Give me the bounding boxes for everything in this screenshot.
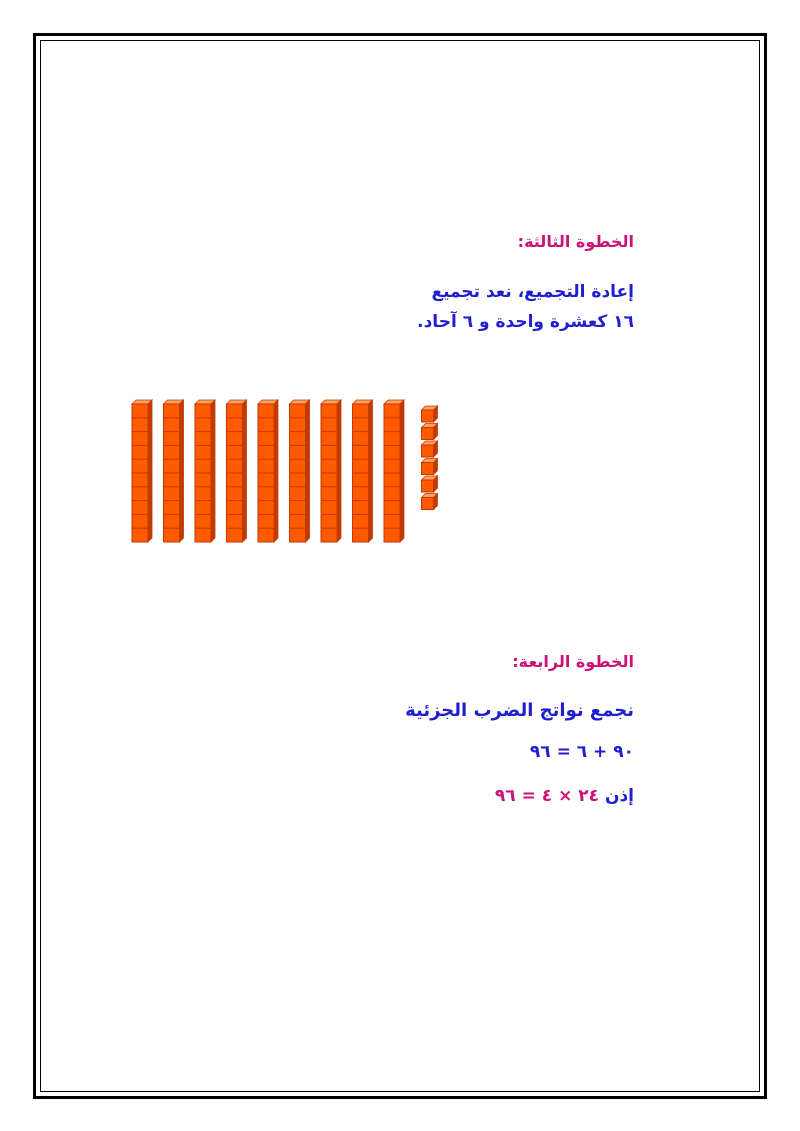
step4-heading: الخطوة الرابعة: — [512, 652, 634, 671]
ten-rod — [353, 400, 373, 542]
step3-line2: ١٦ كعشرة واحدة و ٦ آحاد. — [417, 312, 634, 332]
unit-cube — [422, 424, 438, 440]
conclusion-expression: ٢٤ × ٤ = ٩٦ — [494, 786, 600, 806]
step3-heading: الخطوة الثالثة: — [517, 232, 634, 251]
unit-cube — [422, 459, 438, 475]
step4-equation: ٩٠ + ٦ = ٩٦ — [529, 742, 634, 762]
ten-rod — [195, 400, 215, 542]
base-ten-blocks — [128, 398, 448, 548]
conclusion-word: إذن — [604, 786, 634, 806]
unit-cube — [422, 494, 438, 510]
ten-rod — [164, 400, 184, 542]
ten-rod — [290, 400, 310, 542]
ten-rod — [321, 400, 341, 542]
ten-rod — [384, 400, 404, 542]
step4-conclusion — [495, 786, 634, 806]
ten-rod — [132, 400, 152, 542]
ten-rod — [258, 400, 278, 542]
step3-line1: إعادة التجميع، نعد تجميع — [431, 282, 634, 302]
unit-cube — [422, 441, 438, 457]
unit-cube — [422, 476, 438, 492]
ten-rod — [227, 400, 247, 542]
unit-cube — [422, 406, 438, 422]
step4-line1: نجمع نواتج الضرب الجزئية — [405, 700, 634, 721]
page-border-inner — [40, 40, 760, 1092]
